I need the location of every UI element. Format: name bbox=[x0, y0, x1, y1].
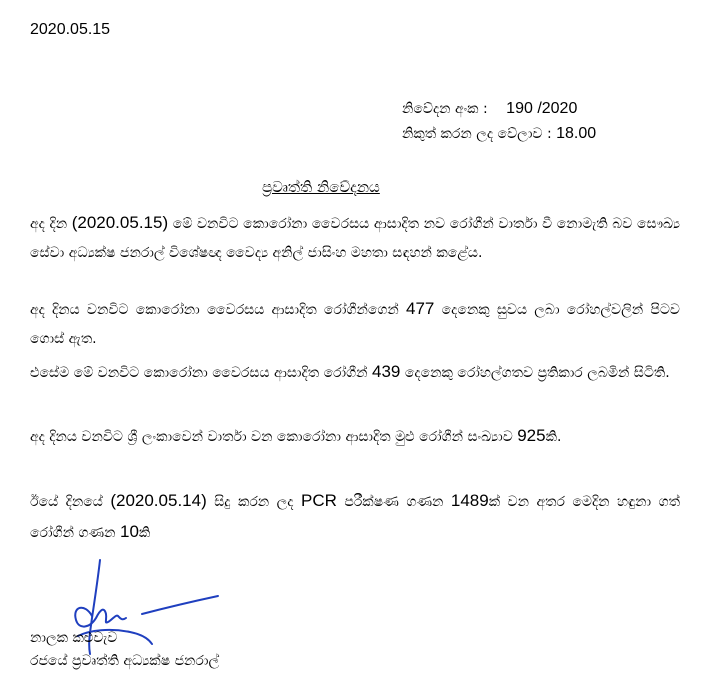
issue-time-line bbox=[402, 125, 596, 143]
p5-text-b: සිදු කරන ලද bbox=[206, 494, 301, 510]
document-title: ප්‍රවෘත්ති නිවේදනය bbox=[262, 178, 380, 196]
p5-date: (2020.05.14) bbox=[110, 491, 207, 510]
total-cases-count: 925 bbox=[517, 426, 546, 445]
issue-time-value: 18.00 bbox=[556, 125, 597, 142]
pcr-test-count: 1489 bbox=[450, 491, 489, 510]
paragraph-1 bbox=[30, 208, 680, 268]
issue-time-label: නිකුත් කරන ලද වේලාව : bbox=[402, 126, 552, 142]
release-number-value: 190 /2020 bbox=[506, 100, 578, 117]
hospitalized-count: 439 bbox=[372, 362, 401, 381]
signatory-name: නාලක කළුවැව bbox=[30, 630, 118, 646]
p3-text-a: එසේම මේ වනවිට කොරෝනා වෛරසය ආසාදිත රෝගීන් bbox=[30, 365, 372, 381]
recovered-count: 477 bbox=[406, 299, 435, 318]
new-cases-count: 10 bbox=[119, 522, 139, 541]
p5-text-a: ඊයේ දිනයේ bbox=[30, 494, 111, 510]
p5-text-c: පරීක්ෂණ ගණන bbox=[336, 494, 451, 510]
p3-text-b: දෙනෙකු රෝහල්ගතව ප්‍රතිකාර ලබමින් සිටිති. bbox=[400, 365, 670, 381]
p2-text-a: අද දිනය වනවිට කොරෝනා වෛරසය ආසාදිත රෝගීන්ගෙන් bbox=[30, 302, 407, 318]
p1-text-a: අද දින bbox=[30, 216, 72, 232]
p1-date: (2020.05.15) bbox=[71, 213, 169, 232]
p5-text-e: කි bbox=[138, 525, 151, 541]
release-number-line bbox=[402, 100, 577, 118]
p2-text-b: දෙනෙකු සුවය ලබා රෝහල්වලින් පිටව ගොස් ඇත. bbox=[30, 302, 681, 347]
p4-text-a: අද දිනය වනවිට ශ්‍රී ලංකාවෙන් වාර්තා වන කොරෝනා ආසාදිත මුළු රෝගීන් සංඛ්‍යාව bbox=[30, 429, 518, 445]
paragraph-4 bbox=[30, 421, 680, 452]
paragraph-2 bbox=[30, 294, 680, 354]
paragraph-5 bbox=[30, 486, 680, 548]
p5-text-d: ක් වන අතර මෙදින හඳුනා ගත් රෝගීන් ගණන bbox=[30, 494, 680, 541]
paragraph-3 bbox=[30, 357, 680, 388]
release-number-label: නිවේදන අංක : bbox=[402, 101, 488, 117]
signatory-role: රජයේ ප්‍රවෘත්ති අධ්‍යක්ෂ ජනරාල් bbox=[30, 653, 220, 669]
p4-text-b: කි. bbox=[545, 429, 562, 445]
document-date: 2020.05.15 bbox=[30, 21, 111, 38]
pcr-label: PCR bbox=[300, 491, 337, 510]
p1-text-b: මේ වනවිට කොරෝනා වෛරසය ආසාදිත නව රෝගීන් වාර්තා වී නොමැති බව සෞඛ්‍ය සේවා අධ්‍යක්ෂ ජනරාල් විශේෂඥ වෛද්‍ය අනිල් ජාසිංහ මහතා සඳහන් කළේය. bbox=[30, 216, 680, 261]
